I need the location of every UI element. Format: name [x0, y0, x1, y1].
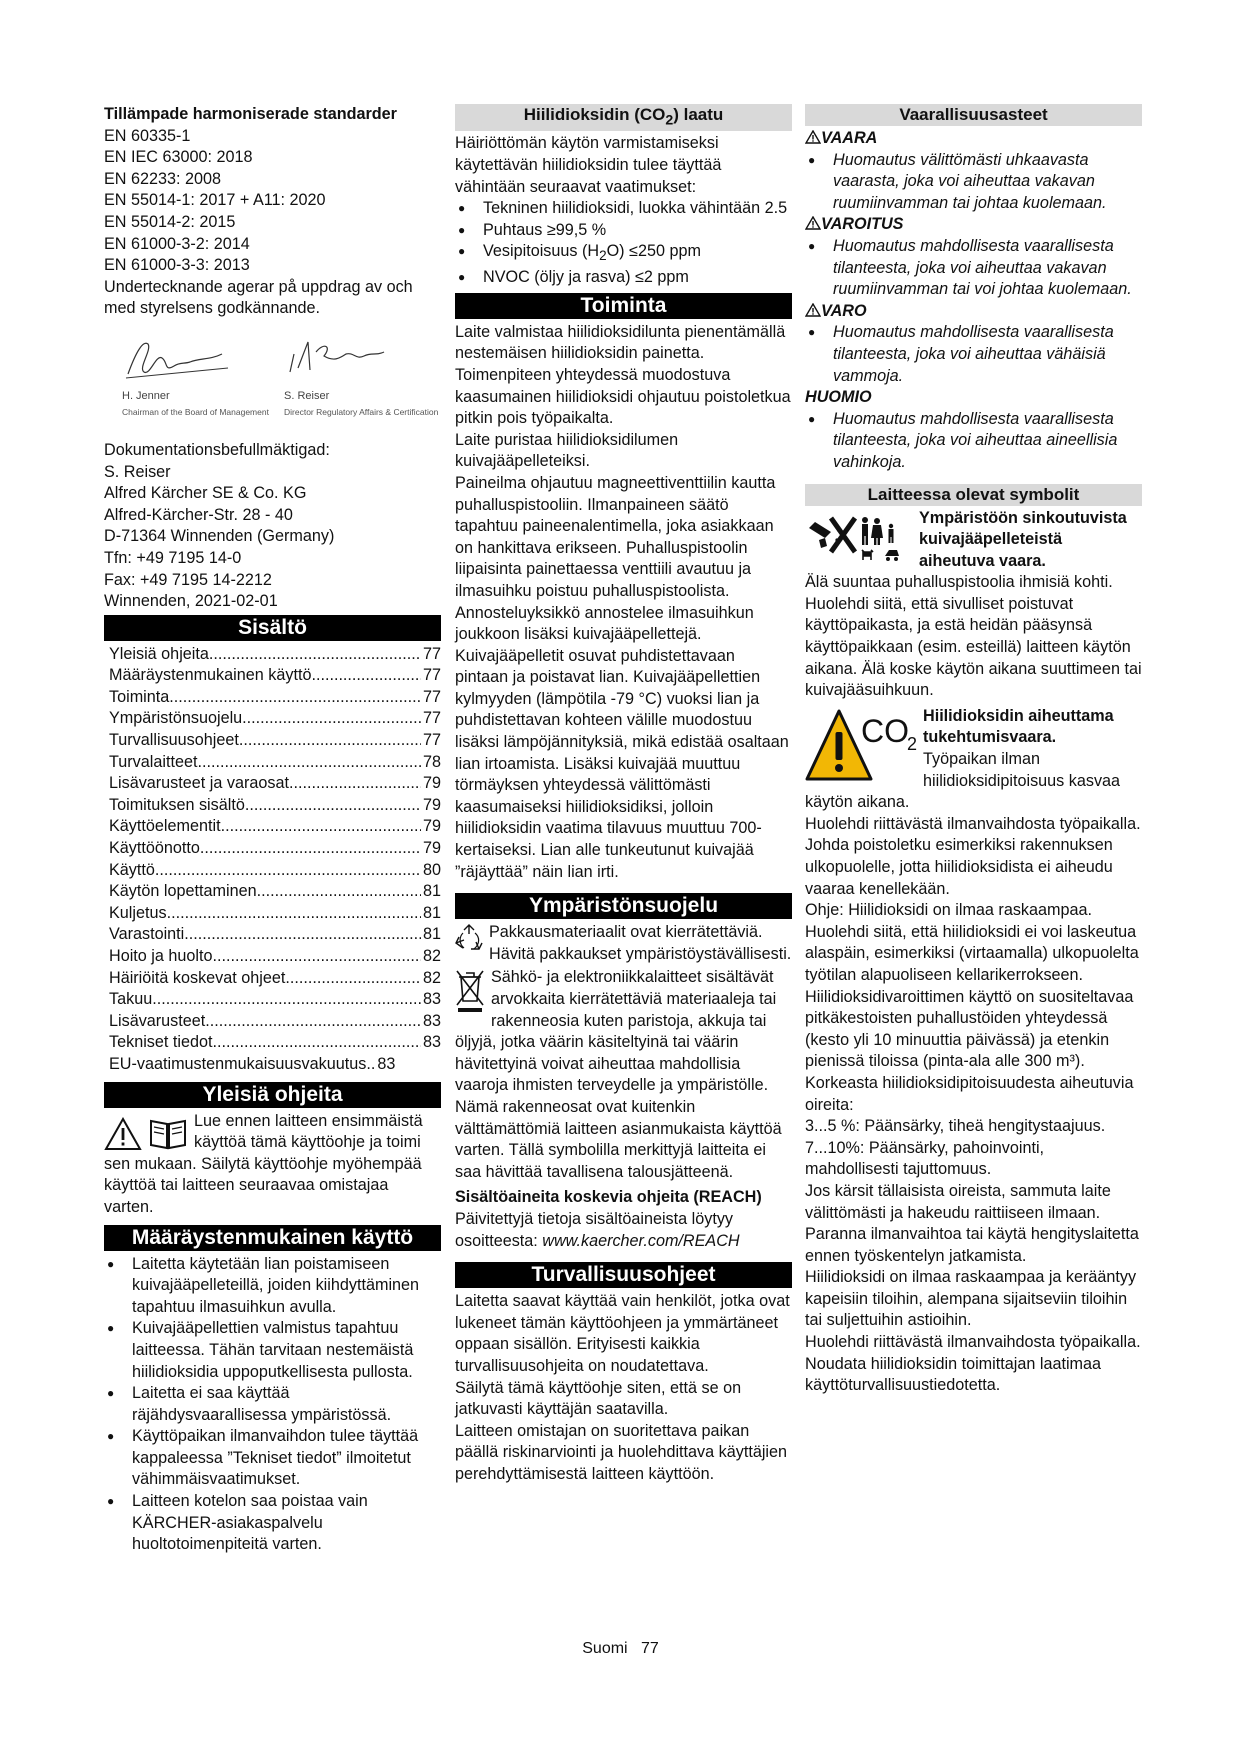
toc-entry-title: Takuu	[109, 990, 153, 1009]
water-content-sub: 2	[599, 248, 607, 264]
toc-entry-page: 77	[422, 709, 441, 728]
notice-label: HUOMIO	[805, 388, 872, 407]
co2-title-pre: Hiilidioksidin (CO	[523, 105, 666, 124]
toc-entry[interactable]	[109, 773, 441, 795]
function-para: Paineilma ohjautuu magneettiventtiilin kautta puhalluspistooliin. Ilmanpaineen säätö tapahtuu paineenalentimella, joka asiakkaan on hankittava erikseen. Puhalluspistoolin liipaisinta painettaessa venttiili avautuu ja ilmasuihku poistuu puhalluspistoolista. Annosteluyksikkö annostelee ilmasuihkun joukkoon lisäksi kuivajääpellettejä.	[455, 473, 776, 644]
toc-entry-title: Käyttöönotto	[109, 839, 200, 858]
column-left	[104, 104, 441, 1556]
toc-entry[interactable]	[109, 838, 441, 860]
toc-entry-title: Lisävarusteet ja varaosat	[109, 774, 289, 793]
doc-line: Winnenden, 2021-02-01	[104, 592, 278, 611]
signer1-name: H. Jenner	[122, 389, 170, 402]
toc-entry-title: Hoito ja huolto	[109, 947, 213, 965]
toc-entry-title: Kuljetus	[109, 903, 167, 922]
toc-entry-title: Käyttöelementit	[109, 817, 221, 836]
recycling-icon	[455, 924, 483, 954]
toc-leader-dots	[197, 752, 421, 774]
toc-entry-page: 83	[377, 1054, 396, 1073]
toc-entry-page: 82	[422, 947, 441, 965]
toc-entry-page: 79	[422, 795, 441, 814]
co2-sub: 2	[907, 733, 917, 754]
signature-block	[104, 332, 441, 432]
doc-line: Alfred-Kärcher-Str. 28 - 40	[104, 505, 293, 524]
pellet-hazard-block	[805, 508, 1142, 702]
standard-item: EN 55014-1: 2017 + A11: 2020	[104, 191, 326, 210]
co2-para: Jos kärsit tällaisista oireista, sammuta laite välittömästi ja hakeudu raittiiseen ilmaan. Paranna ilmanvaihtoa tai käytä hengityslaitetta ennen työskentelyn jatkamista.	[805, 1181, 1139, 1265]
toc-leader-dots	[242, 708, 421, 730]
reach-text-body: Päivitettyjä tietoja sisältöaineista löytyy osoitteesta:	[455, 1209, 734, 1250]
toc-entry-title: Tekniset tiedot	[109, 1033, 213, 1052]
toc-leader-dots	[221, 816, 421, 838]
safety-para: Laitteen omistajan on suoritettava paikan päällä riskinarviointi ja huolehdittava käyttäjien perehdyttämisestä laitteen käyttöön.	[455, 1421, 788, 1483]
safety-heading: Turvallisuusohjeet	[455, 1262, 792, 1288]
toc-entry-title: Varastointi	[109, 925, 185, 944]
toc-leader-dots	[289, 773, 421, 795]
page-number: 77	[640, 1640, 659, 1657]
doc-line: Alfred Kärcher SE & Co. KG	[104, 484, 307, 503]
hazard-levels-heading: Vaarallisuusasteet	[805, 104, 1142, 126]
toc-entry-page: 81	[422, 925, 441, 944]
toc-entry-page: 83	[422, 1033, 441, 1052]
list-item: ● Laitetta ei saa käyttää räjähdysvaarallisessa ympäristössä.	[104, 1383, 441, 1426]
toc-entry[interactable]	[109, 687, 441, 709]
notice-list	[805, 409, 1142, 474]
signer2-name: S. Reiser	[284, 389, 330, 402]
doc-line: Tfn: +49 7195 14-0	[104, 548, 242, 567]
toc-entry-title: Turvalaitteet	[109, 752, 198, 771]
standard-item: EN 61000-3-3: 2013	[104, 256, 250, 275]
doc-line: D-71364 Winnenden (Germany)	[104, 527, 335, 546]
toc-leader-dots	[212, 1032, 421, 1054]
toc-leader-dots	[200, 838, 421, 860]
toc-entry[interactable]	[109, 881, 441, 903]
toc-entry[interactable]	[109, 795, 441, 817]
list-item: ● NVOC (öljy ja rasva) ≤2 ppm	[455, 267, 792, 289]
safety-para: Laitetta saavat käyttää vain henkilöt, jotka ovat lukeneet tämän käyttöohjeen ja ymmärtäneet oppaan sisällön. Erityisesti kaikkia turvallisuusohjeita on noudatettava.	[455, 1292, 790, 1375]
reach-link[interactable]: www.kaercher.com/REACH	[542, 1231, 740, 1250]
pellet-hazard-text: Älä suuntaa puhalluspistoolia ihmisiä kohti. Huolehdi siitä, että sivulliset poistuvat käyttöpaikasta, ja estä heidän pääsynsä käyttöpaikkaan (esim. esteillä) laitteen käytön aikana. Älä koske käytön aikana suuttimeen tai kuivajääsuihkuun.	[805, 573, 1142, 700]
toc-leader-dots	[167, 903, 421, 925]
electronics-block	[455, 967, 792, 1183]
toc-entry-page: 79	[422, 774, 441, 793]
toc-leader-dots	[213, 946, 421, 968]
column-middle	[455, 104, 792, 1485]
list-item: ● Huomautus välittömästi uhkaavasta vaarasta, joka voi aiheuttaa vakavan ruumiinvamman tai johtaa kuolemaan.	[805, 150, 1142, 215]
function-para: Laite valmistaa hiilidioksidilunta pienentämällä nestemäisen hiilidioksidin painetta. Toimenpiteen yhteydessä muodostuva kaasumainen hiilidioksidi ohjautuu poistoletkua pitkin pois työpaikalta.	[455, 322, 791, 428]
caution-label	[805, 301, 1142, 323]
water-content-pre: Vesipitoisuus (H	[483, 242, 600, 261]
toc-entry[interactable]	[109, 708, 441, 730]
co2-quality-heading	[455, 104, 792, 131]
danger-label-text: VAARA	[821, 129, 878, 147]
standards-title: Tillämpade harmoniserade standarder	[104, 105, 397, 123]
page-footer	[0, 1640, 1241, 1658]
toc-entry-page: 83	[422, 990, 441, 1009]
co2-para: Korkeasta hiilidioksidipitoisuudesta aiheutuvia oireita:	[805, 1073, 1134, 1114]
column-right	[805, 104, 1142, 1397]
toc-entry-title: Toiminta	[109, 687, 170, 706]
function-heading: Toiminta	[455, 293, 792, 319]
intended-use-heading: Määräystenmukainen käyttö	[104, 1225, 441, 1251]
list-item: ● Kuivajääpellettien valmistus tapahtuu laitteessa. Tähän tarvitaan nestemäistä hiilidioksidia uppoputkellisesta pullosta.	[104, 1318, 441, 1383]
danger-label	[805, 128, 1142, 150]
standard-item: EN 61000-3-2: 2014	[104, 234, 250, 253]
standard-item: EN 60335-1	[104, 126, 191, 145]
co2-para: 3...5 %: Päänsärky, tiheä hengitystaajuus.	[805, 1117, 1106, 1136]
toc-entry-title: Käyttö	[109, 860, 155, 879]
toc-entry-page: 83	[422, 1011, 441, 1030]
toc-entry-page: 77	[422, 687, 441, 706]
environment-heading: Ympäristönsuojelu	[455, 893, 792, 919]
toc-leader-dots	[239, 730, 421, 752]
list-item: ● Käyttöpaikan ilmanvaihdon tulee täyttää kappaleessa ”Tekniset tiedot” ilmoitetut vähimmäisvaatimukset.	[104, 1426, 441, 1491]
co2-para: 7...10%: Päänsärky, pahoinvointi, mahdollisesti tajuttomuus.	[805, 1138, 1045, 1179]
list-item: ● Puhtaus ≥99,5 %	[455, 220, 792, 242]
co2-para: Hiilidioksidivaroittimen käyttö on suositeltavaa pitkäkestoisten puhallustöiden yhteydessä (kesto yli 10 minuuttia päivässä) ja etenkin pienissä tiloissa (pinta-ala alle 300 m³).	[805, 987, 1134, 1071]
toc-entry-page: 81	[422, 882, 441, 901]
toc-entry-title: Häiriöitä koskevat ohjeet	[109, 968, 286, 987]
toc-entry[interactable]	[109, 1054, 441, 1076]
general-text: Lue ennen laitteen ensimmäistä käyttöä tämä käyttöohje ja toimi sen mukaan. Säilytä käyttöohje myöhempää käyttöä tai laitteen seuraavaa omistajaa varten.	[104, 1111, 423, 1216]
toc-entry-page: 78	[422, 752, 441, 771]
signer1-role: Chairman of the Board of Management	[122, 406, 269, 417]
general-block	[104, 1111, 441, 1219]
toc-entry[interactable]	[109, 946, 441, 968]
toc-leader-dots	[184, 924, 421, 946]
co2-para: Huolehdi riittävästä ilmanvaihdosta työpaikalla.	[805, 1333, 1141, 1352]
list-item: ● Laitetta käytetään lian poistamiseen kuivajääpelleteillä, joiden kiihdyttäminen tapahtuu ilmasuihkun avulla.	[104, 1254, 441, 1319]
toc-entry-page: 81	[422, 903, 441, 922]
toc-entry-page: 80	[422, 860, 441, 879]
toc-entry-title: EU-vaatimustenmukaisuusvakuutus..	[109, 1054, 376, 1073]
toc-leader-dots	[155, 860, 421, 882]
list-item: ● Huomautus mahdollisesta vaarallisesta tilanteesta, joka voi aiheuttaa aineellisia vahinkoja.	[805, 409, 1142, 474]
toc-entry[interactable]	[109, 1011, 441, 1033]
intended-use-list	[104, 1254, 441, 1556]
toc-entry-page: 79	[422, 817, 441, 836]
co2-hazard-block	[805, 706, 1142, 814]
toc-leader-dots	[311, 665, 421, 687]
table-of-contents	[109, 644, 441, 1076]
toc-leader-dots	[257, 881, 421, 903]
toc-entry[interactable]	[109, 644, 441, 666]
toc-entry-title: Ympäristönsuojelu	[109, 709, 243, 728]
electronics-text: Sähkö- ja elektroniikkalaitteet sisältävät arvokkaita kierrätettäviä materiaaleja tai rakenneosia kuten paristoja, akkuja tai öljyjä, jotka väärin käsiteltyinä tai väärin hävitettyinä voivat aiheuttaa mahdollisia vaaroja ihmisten terveydelle ja ympäristölle. Nämä rakenneosat ovat kuitenkin välttämättömiä laitteen asianmukaista käyttöä varten. Tällä symbolilla merkittyjä laitteita ei saa hävittää tavallisena talousjätteenä.	[455, 968, 782, 1181]
co2-title-sub: 2	[665, 112, 674, 129]
co2-para: Ohje: Hiilidioksidi on ilmaa raskaampaa. Huolehdi siitä, että hiilidioksidi ei voi laskeutua alaspäin, esimerkiksi (virtaamalla) ulkopuolelta työtilan alapuoliseen kellarikerrokseen.	[805, 901, 1139, 984]
warning-triangle-icon	[805, 303, 821, 317]
toc-entry-page: 82	[422, 968, 441, 987]
function-para: Laite puristaa hiilidioksidilumen kuivajääpelleteiksi.	[455, 430, 679, 471]
co2-title-post: ) laatu	[673, 105, 724, 124]
signature-jenner	[118, 332, 238, 382]
warning-triangle-icon	[104, 1117, 142, 1151]
co2-hazard-title: Hiilidioksidin aiheuttama tukehtumisvaara.	[923, 706, 1114, 747]
caution-label-text: VARO	[821, 301, 867, 320]
co2-para: Noudata hiilidioksidin toimittajan laatimaa käyttöturvallisuustiedotetta.	[805, 1354, 1102, 1395]
function-para: Kuivajääpelletit osuvat puhdistettavaan pintaan ja poistavat lian. Kuivajääpellettien kylmyyden (lämpötila -79 °C) vuoksi lian ja puhdistettavan kohteen välille muodostuu lisäksi lämpöjännityksiä, mikä edistää osaltaan lian irtoamista. Lisäksi kuivajää muuttuu törmäyksen yhteydessä välittömästi kaasumaiseksi hiilidioksidiksi, jolloin hiilidioksidin vaatima tilavuus muuttuu 700-kertaiseksi. Lian alle tunkeutunut kuivajää ”räjäyttää” näin lian irti.	[455, 646, 789, 881]
toc-entry[interactable]	[109, 968, 441, 990]
safety-para: Säilytä tämä käyttöohje siten, että se on jatkuvasti käyttäjän saatavilla.	[455, 1378, 742, 1419]
toc-leader-dots	[169, 687, 421, 709]
standard-item: EN 55014-2: 2015	[104, 212, 236, 231]
co2-intro: Häiriöttömän käytön varmistamiseksi käytettävän hiilidioksidin tulee täyttää vähintään seuraavat vaatimukset:	[455, 134, 722, 196]
toc-entry-page: 79	[422, 839, 441, 858]
toc-entry[interactable]	[109, 924, 441, 946]
standard-item: EN 62233: 2008	[104, 169, 222, 188]
toc-entry[interactable]	[109, 860, 441, 882]
pellet-hazard-title: Ympäristöön sinkoutuvista kuivajääpelleteistä aiheutuva vaara.	[919, 508, 1127, 570]
toc-entry[interactable]	[109, 903, 441, 925]
toc-entry[interactable]	[109, 752, 441, 774]
co2-hazard-text: Työpaikan ilman hiilidioksidipitoisuus kasvaa käytön aikana.	[805, 750, 1121, 812]
co2-para: Huolehdi riittävästä ilmanvaihdosta työpaikalla.	[805, 814, 1141, 833]
signature-reiser	[284, 332, 394, 382]
manual-book-icon	[148, 1117, 188, 1151]
general-heading: Yleisiä ohjeita	[104, 1082, 441, 1108]
toc-leader-dots	[205, 1011, 421, 1033]
footer-language: Suomi	[582, 1640, 628, 1657]
toc-entry-title: Turvallisuusohjeet	[109, 731, 239, 750]
co2-label: CO	[861, 712, 909, 749]
doc-line: Fax: +49 7195 14-2212	[104, 570, 272, 589]
warning-triangle-icon	[805, 130, 821, 144]
ejected-pellets-warning-icon	[805, 512, 913, 562]
toc-entry[interactable]	[109, 1032, 441, 1054]
toc-entry[interactable]	[109, 665, 441, 687]
toc-entry[interactable]	[109, 816, 441, 838]
standard-item: EN IEC 63000: 2018	[104, 148, 253, 167]
toc-entry-page: 77	[422, 644, 441, 663]
list-item: ● Huomautus mahdollisesta vaarallisesta tilanteesta, joka voi aiheuttaa vakavan ruumiinvamman tai voi johtaa kuolemaan.	[805, 236, 1142, 301]
warning-label-text: VAROITUS	[821, 215, 904, 234]
reach-title: Sisältöaineita koskevia ohjeita (REACH)	[455, 1188, 762, 1207]
toc-entry-page: 77	[422, 666, 441, 685]
packaging-text: Pakkausmateriaalit ovat kierrätettäviä. Hävitä pakkaukset ympäristöystävällisesti.	[489, 923, 792, 963]
packaging-block	[455, 922, 792, 965]
caution-list	[805, 322, 1142, 387]
toc-entry[interactable]	[109, 989, 441, 1011]
toc-leader-dots	[245, 795, 421, 817]
toc-entry-title: Käytön lopettaminen	[109, 882, 257, 901]
doc-line: Dokumentationsbefullmäktigad:	[104, 440, 330, 459]
co2-para: Johda poistoletku esimerkiksi rakennuksen ulkopuolelle, jotta hiilidioksidista ei aiheudu vaaraa kenellekään.	[805, 836, 1113, 898]
toc-entry-title: Toimituksen sisältö	[109, 795, 245, 814]
device-symbols-heading: Laitteessa olevat symbolit	[805, 484, 1142, 506]
doc-line: S. Reiser	[104, 462, 171, 481]
reach-text	[455, 1209, 792, 1252]
list-item: ● Huomautus mahdollisesta vaarallisesta tilanteesta, joka voi aiheuttaa vähäisiä vammoja.	[805, 322, 1142, 387]
signers-note: Undertecknande agerar på uppdrag av och med styrelsens godkännande.	[104, 277, 413, 318]
toc-leader-dots	[285, 968, 421, 990]
danger-list	[805, 150, 1142, 215]
co2-suffocation-warning-icon	[805, 708, 917, 784]
toc-entry-page: 77	[422, 731, 441, 750]
contents-heading: Sisältö	[104, 615, 441, 641]
toc-leader-dots	[209, 644, 421, 666]
warning-label	[805, 214, 1142, 236]
warning-list	[805, 236, 1142, 301]
toc-entry-title: Määräystenmukainen käyttö	[109, 666, 312, 685]
list-item	[455, 241, 792, 267]
list-item: ● Laitteen kotelon saa poistaa vain KÄRCHER-asiakaspalvelu huoltotoimenpiteitä varten.	[104, 1491, 441, 1556]
list-item: ● Tekninen hiilidioksidi, luokka vähintään 2.5	[455, 198, 792, 220]
co2-requirements	[455, 198, 792, 289]
warning-triangle-icon	[805, 216, 821, 230]
signer2-role: Director Regulatory Affairs & Certification	[284, 406, 439, 417]
toc-entry-title: Yleisiä ohjeita	[109, 644, 209, 663]
toc-entry-title: Lisävarusteet	[109, 1011, 206, 1030]
crossed-bin-icon	[455, 969, 485, 1013]
water-content-post: O) ≤250 ppm	[606, 242, 701, 261]
toc-leader-dots	[152, 989, 421, 1011]
toc-entry[interactable]	[109, 730, 441, 752]
co2-para: Hiilidioksidi on ilmaa raskaampaa ja kerääntyy kapeisiin tiloihin, alempana sijaitseviin tiloihin tai suljettuihin astioihin.	[805, 1268, 1137, 1330]
